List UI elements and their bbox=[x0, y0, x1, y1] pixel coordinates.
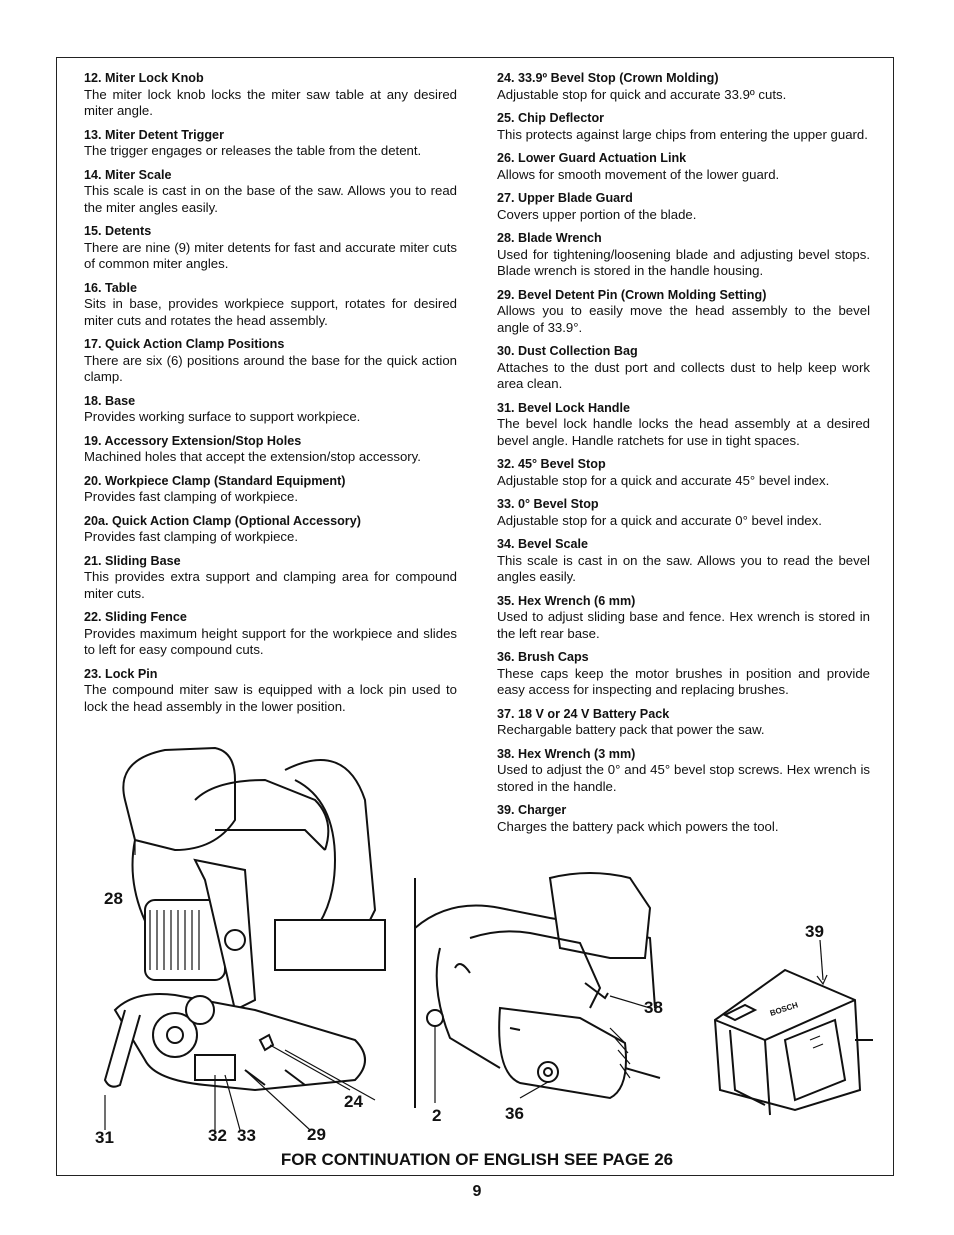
continuation-note: FOR CONTINUATION OF ENGLISH SEE PAGE 26 bbox=[280, 1150, 674, 1169]
parts-list-item bbox=[497, 496, 870, 529]
part-heading: 29. Bevel Detent Pin (Crown Molding Setting) bbox=[497, 287, 767, 302]
parts-list-item bbox=[84, 473, 457, 506]
part-description: The miter lock knob locks the miter saw table at any desired miter angle. bbox=[84, 86, 457, 118]
part-description: This protects against large chips from entering the upper guard. bbox=[497, 126, 868, 142]
part-heading: 37. 18 V or 24 V Battery Pack bbox=[497, 706, 670, 721]
part-description: The trigger engages or releases the table from the detent. bbox=[84, 143, 422, 158]
parts-list-item bbox=[497, 150, 870, 183]
parts-list-item bbox=[84, 433, 457, 466]
part-description: Adjustable stop for quick and accurate 33.9º cuts. bbox=[497, 86, 787, 102]
parts-list-item bbox=[84, 666, 457, 716]
part-description: This scale is cast in on the saw. Allows you to read the bevel angles easily. bbox=[497, 552, 870, 584]
parts-list-item bbox=[84, 513, 457, 546]
left-column bbox=[84, 70, 457, 722]
part-heading: 26. Lower Guard Actuation Link bbox=[497, 151, 687, 165]
part-heading: 25. Chip Deflector bbox=[497, 111, 605, 125]
part-heading: 21. Sliding Base bbox=[84, 553, 181, 568]
parts-list-item bbox=[84, 553, 457, 603]
part-heading: 15. Detents bbox=[84, 224, 152, 238]
right-column bbox=[497, 70, 870, 842]
parts-list-item bbox=[497, 343, 870, 393]
part-heading: 16. Table bbox=[84, 280, 137, 295]
part-heading: 34. Bevel Scale bbox=[497, 537, 589, 551]
part-heading: 28. Blade Wrench bbox=[497, 231, 602, 245]
part-heading: 13. Miter Detent Trigger bbox=[84, 127, 224, 142]
parts-list-item bbox=[497, 593, 870, 643]
part-heading: 36. Brush Caps bbox=[497, 650, 589, 664]
callout-39: 39 bbox=[805, 922, 824, 941]
page-number: 9 bbox=[472, 1183, 482, 1200]
part-description: Used to adjust sliding base and fence. Hex wrench is stored in the left rear base. bbox=[497, 609, 870, 641]
part-heading: 20. Workpiece Clamp (Standard Equipment) bbox=[84, 473, 346, 488]
parts-list-item bbox=[497, 536, 870, 586]
part-heading: 33. 0° Bevel Stop bbox=[497, 497, 599, 511]
parts-list-item bbox=[497, 230, 870, 280]
callout-33: 33 bbox=[237, 1126, 256, 1145]
part-description: Used for tightening/loosening blade and adjusting bevel stops. Blade wrench is stored in the handle housing. bbox=[497, 246, 870, 278]
parts-list-item bbox=[497, 287, 870, 337]
parts-list-item bbox=[84, 127, 457, 160]
saw-bevel-illustration bbox=[95, 740, 395, 1130]
parts-list-item bbox=[497, 456, 870, 489]
part-description: Covers upper portion of the blade. bbox=[497, 206, 697, 222]
callout-29: 29 bbox=[307, 1125, 326, 1144]
part-description: There are six (6) positions around the base for the quick action clamp. bbox=[84, 352, 457, 384]
part-description: Provides fast clamping of workpiece. bbox=[84, 489, 299, 504]
part-heading: 20a. Quick Action Clamp (Optional Accessory) bbox=[84, 513, 361, 528]
parts-list-item bbox=[497, 70, 870, 103]
part-heading: 39. Charger bbox=[497, 803, 567, 817]
part-heading: 38. Hex Wrench (3 mm) bbox=[497, 746, 636, 761]
part-heading: 22. Sliding Fence bbox=[84, 610, 187, 624]
part-description: Provides maximum height support for the workpiece and slides to left for easy compound cuts. bbox=[84, 625, 457, 657]
charger-brand-label: BOSCH bbox=[768, 1000, 800, 1018]
parts-list-item bbox=[497, 110, 870, 143]
part-description: Attaches to the dust port and collects dust to help keep work area clean. bbox=[497, 359, 870, 391]
callout-31: 31 bbox=[95, 1128, 114, 1147]
parts-list-item bbox=[497, 400, 870, 450]
part-description: Rechargable battery pack that power the saw. bbox=[497, 722, 765, 737]
part-heading: 24. 33.9º Bevel Stop (Crown Molding) bbox=[497, 71, 719, 85]
part-heading: 14. Miter Scale bbox=[84, 167, 172, 182]
part-heading: 32. 45° Bevel Stop bbox=[497, 457, 606, 471]
parts-list-item bbox=[84, 336, 457, 386]
part-description: These caps keep the motor brushes in position and provide easy access for inspecting and replacing brushes. bbox=[497, 665, 870, 697]
parts-list-item bbox=[84, 280, 457, 330]
parts-list-item bbox=[497, 746, 870, 796]
parts-list-item bbox=[84, 393, 457, 426]
charger-illustration bbox=[705, 940, 875, 1120]
part-description: This provides extra support and clamping area for compound miter cuts. bbox=[84, 569, 457, 601]
parts-list-item bbox=[84, 223, 457, 273]
part-heading: 18. Base bbox=[84, 393, 136, 408]
part-description: Charges the battery pack which powers the tool. bbox=[497, 818, 779, 834]
part-description: Used to adjust the 0° and 45° bevel stop screws. Hex wrench is stored in the handle. bbox=[497, 762, 870, 794]
part-description: Sits in base, provides workpiece support, rotates for desired miter cuts and rotates the head assembly. bbox=[84, 296, 457, 328]
part-description: The compound miter saw is equipped with a lock pin used to lock the head assembly in the lower position. bbox=[84, 682, 457, 714]
callout-38: 38 bbox=[644, 998, 663, 1017]
part-heading: 23. Lock Pin bbox=[84, 666, 158, 681]
part-description: The bevel lock handle locks the head assembly at a desired bevel angle. Handle ratchets for use in tight spaces. bbox=[497, 416, 870, 448]
parts-list-item bbox=[84, 609, 457, 659]
parts-list-item bbox=[497, 706, 870, 739]
parts-list-item bbox=[497, 190, 870, 223]
part-description: Adjustable stop for a quick and accurate 0° bevel index. bbox=[497, 512, 822, 528]
saw-motor-illustration bbox=[410, 868, 665, 1118]
part-description: This scale is cast in on the base of the saw. Allows you to read the miter angles easily. bbox=[84, 183, 457, 215]
callout-32: 32 bbox=[208, 1126, 227, 1145]
part-heading: 30. Dust Collection Bag bbox=[497, 344, 638, 358]
part-description: Provides working surface to support workpiece. bbox=[84, 409, 361, 424]
part-description: Provides fast clamping of workpiece. bbox=[84, 529, 299, 544]
part-description: Adjustable stop for a quick and accurate 45° bevel index. bbox=[497, 472, 830, 488]
part-heading: 12. Miter Lock Knob bbox=[84, 71, 204, 85]
part-heading: 35. Hex Wrench (6 mm) bbox=[497, 593, 636, 608]
part-heading: 19. Accessory Extension/Stop Holes bbox=[84, 433, 302, 448]
part-description: Machined holes that accept the extension/stop accessory. bbox=[84, 449, 421, 464]
parts-list-item bbox=[84, 167, 457, 217]
part-description: Allows you to easily move the head assembly to the bevel angle of 33.9°. bbox=[497, 303, 870, 335]
parts-list-item bbox=[497, 649, 870, 699]
part-heading: 31. Bevel Lock Handle bbox=[497, 400, 630, 415]
callout-2: 2 bbox=[432, 1106, 442, 1125]
callout-28: 28 bbox=[104, 889, 123, 908]
parts-list-item bbox=[84, 70, 457, 120]
callout-24: 24 bbox=[344, 1092, 363, 1111]
part-description: Allows for smooth movement of the lower guard. bbox=[497, 166, 780, 182]
part-heading: 17. Quick Action Clamp Positions bbox=[84, 337, 285, 351]
part-description: There are nine (9) miter detents for fast and accurate miter cuts of common miter angles. bbox=[84, 239, 457, 271]
callout-36: 36 bbox=[505, 1104, 524, 1123]
part-heading: 27. Upper Blade Guard bbox=[497, 191, 633, 205]
parts-list-item bbox=[497, 802, 870, 835]
